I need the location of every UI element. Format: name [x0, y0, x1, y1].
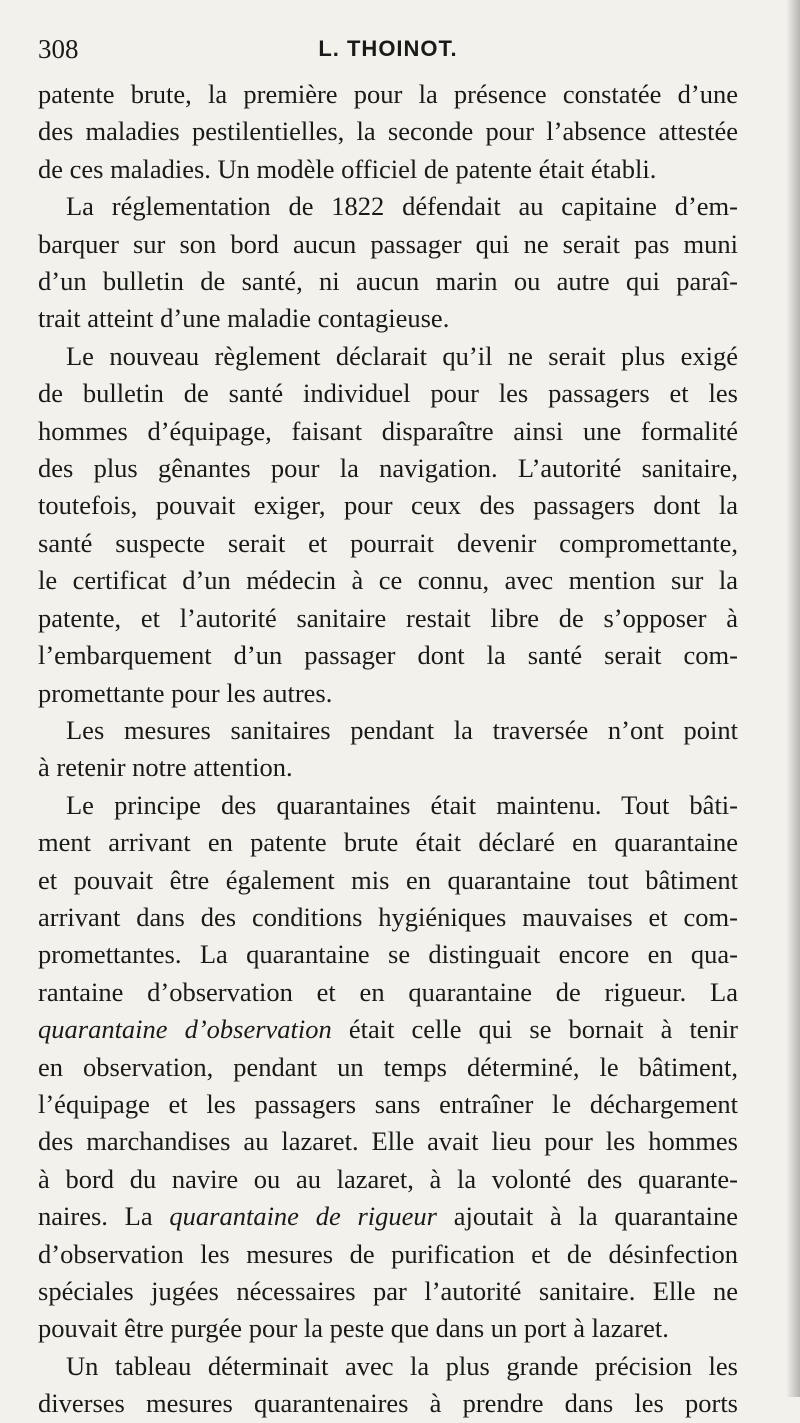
text-line: d’un bulletin de santé, ni aucun marin ou autre qui paraî-: [38, 266, 738, 297]
italic-term: quarantaine de rigueur: [169, 1201, 437, 1232]
text-line: Un tableau déterminait avec la plus grande précision les: [66, 1350, 738, 1381]
text-line: à bord du navire ou au lazaret, à la volonté des quarante-: [38, 1163, 738, 1194]
text-line: pouvait être purgée pour la peste que dans un port à lazaret.: [38, 1313, 669, 1344]
text-line: ment arrivant en patente brute était déclaré en quarantaine: [38, 827, 738, 858]
text-line: l’équipage et les passagers sans entraîner le déchargement: [38, 1088, 738, 1119]
page-number: 308: [38, 34, 79, 64]
page-header: [38, 34, 738, 70]
text-line: diverses mesures quarantenaires à prendre dans les ports: [38, 1388, 738, 1419]
text-line: des plus gênantes pour la navigation. L’autorité sanitaire,: [38, 453, 738, 484]
text-line: des maladies pestilentielles, la seconde pour l’absence attestée: [38, 116, 738, 147]
text-line: [38, 1198, 738, 1235]
text-line: des marchandises au lazaret. Elle avait lieu pour les hommes: [38, 1126, 738, 1157]
text-line: patente brute, la première pour la présence constatée d’une: [38, 79, 738, 109]
running-head: L. THOINOT.: [318, 36, 458, 61]
text-line: promettantes. La quarantaine se distinguait encore en qua-: [38, 939, 738, 970]
text-line: rantaine d’observation et en quarantaine de rigueur. La: [38, 976, 738, 1007]
text-line: Le nouveau règlement déclarait qu’il ne serait plus exigé: [66, 340, 738, 371]
text-line: d’observation les mesures de purification et de désinfection: [38, 1238, 738, 1269]
page-edge-shadow: [786, 0, 800, 1397]
text-line: toutefois, pouvait exiger, pour ceux des passagers dont la: [38, 490, 738, 521]
text-line: de ces maladies. Un modèle officiel de patente était établi.: [38, 153, 657, 184]
text-line: à retenir notre attention.: [38, 752, 293, 783]
text-line: [38, 1011, 738, 1048]
text-line: promettante pour les autres.: [38, 677, 333, 708]
text-line: l’embarquement d’un passager dont la santé serait com-: [38, 640, 738, 671]
text-segment: ajoutait à la quarantaine: [436, 1201, 738, 1232]
text-line: hommes d’équipage, faisant disparaître ainsi une formalité: [38, 415, 738, 446]
italic-term: quarantaine d’observation: [38, 1014, 332, 1045]
text-line: le certificat d’un médecin à ce connu, avec mention sur la: [38, 565, 738, 596]
text-line: trait atteint d’une maladie contagieuse.: [38, 303, 450, 334]
text-line: La réglementation de 1822 défendait au capitaine d’em-: [66, 191, 738, 222]
text-line: barquer sur son bord aucun passager qui ne serait pas muni: [38, 228, 738, 259]
text-line: santé suspecte serait et pourrait devenir compromettante,: [38, 527, 738, 558]
text-line: et pouvait être également mis en quarantaine tout bâtiment: [38, 864, 738, 895]
text-line: patente, et l’autorité sanitaire restait libre de s’opposer à: [38, 602, 738, 633]
text-line: de bulletin de santé individuel pour les passagers et les: [38, 378, 738, 409]
text-line: Les mesures sanitaires pendant la traversée n’ont point: [66, 714, 738, 745]
body-text: [38, 76, 738, 1423]
text-line: arrivant dans des conditions hygiéniques mauvaises et com-: [38, 901, 738, 932]
text-segment: était celle qui se bornait à tenir: [331, 1014, 739, 1045]
text-line: en observation, pendant un temps déterminé, le bâtiment,: [38, 1051, 738, 1082]
text-line: Le principe des quarantaines était maintenu. Tout bâti-: [66, 789, 738, 820]
text-line: spéciales jugées nécessaires par l’autorité sanitaire. Elle ne: [38, 1276, 738, 1306]
text-segment: naires. La: [38, 1201, 170, 1232]
